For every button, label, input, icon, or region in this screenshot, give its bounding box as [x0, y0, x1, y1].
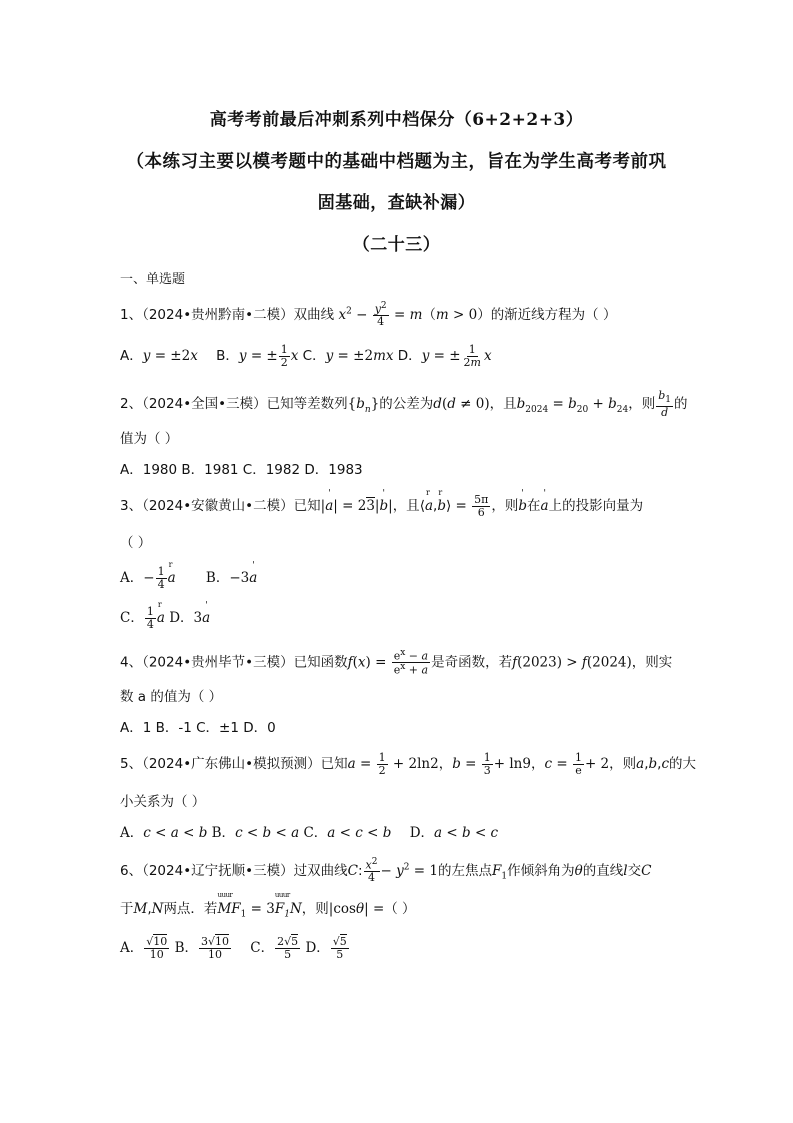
q1-option-b-label: B．: [216, 348, 239, 365]
q1-option-c-label: C．: [302, 348, 326, 365]
question-4: 4、（2024•贵州毕节•三模）已知函数f(x) = $\frac{e^x - a}{e^x + a}$ 是奇函数，若f(2023) > f(2024)，则实: [120, 648, 673, 677]
q4-tail: ，则实: [631, 654, 673, 671]
q6-mid2: 作倾斜角为: [507, 862, 575, 879]
question-4-options: A．1 B．-1 C．±1 D．0: [120, 720, 276, 736]
q2-tail2: 的: [674, 396, 688, 413]
question-2-line2: 值为（ ）: [120, 431, 179, 447]
question-2-options: A．1980 B．1981 C．1982 D．1983: [120, 462, 363, 478]
question-3-options-cd: C． $\frac{1}{4}$ r a D．3' a: [120, 606, 210, 630]
q1-text: （2024•贵州黔南•二模）双曲线: [142, 306, 335, 323]
q1-option-d-label: D．: [397, 348, 422, 365]
q3-tail2: 在: [527, 498, 541, 515]
q3-mid: ，且: [392, 498, 420, 515]
q6-line2a: 于: [120, 901, 134, 917]
q2-text: （2024•全国•三模）已知等差数列: [142, 396, 348, 413]
q5-number: 5、: [120, 756, 143, 773]
q1-number: 1、: [120, 306, 143, 323]
section-heading: 一、单选题: [120, 272, 186, 287]
question-2: 2、（2024•全国•三模）已知等差数列$\{b_n\}$的公差为d(d ≠ 0)，且$b_{2024} = b_{20} + b_{24}$，则 $\frac{b_1}{d}$ 的: [120, 389, 688, 419]
q6-mid4: 交: [627, 862, 642, 879]
question-1: 1、（2024•贵州黔南•二模）双曲线 $x^2$ − $\frac{y^2}{4}$ = m（m > 0）的渐近线方程为（ ）: [120, 301, 617, 329]
q3-number: 3、: [120, 498, 143, 515]
q4-mid: 是奇函数，若: [431, 654, 513, 671]
question-5-options: A．c < a < b B．c < b < a C．a < c < b D．a < b < c: [120, 825, 499, 841]
q4-number: 4、: [120, 654, 143, 671]
question-4-line2: 数 a 的值为（ ）: [120, 689, 223, 705]
q5-tail2: 的大: [669, 756, 697, 773]
q4-text: （2024•贵州毕节•三模）已知函数: [142, 654, 348, 671]
q6-text: （2024•辽宁抚顺•三模）过双曲线: [142, 862, 348, 879]
doc-title: 高考考前最后冲刺系列中档保分（6+2+2+3）: [209, 110, 584, 130]
question-6-options: A． $\frac{√10}{10}$ B． $\frac{3√10}{10}$ C． $\frac{2√5}{5}$ D． $\frac{√5}{5}$: [120, 935, 347, 961]
q2-mid2: ，且: [489, 396, 517, 413]
q2-tail: ，则: [628, 396, 656, 413]
q2-mid: 的公差为: [379, 396, 434, 413]
q5-text: （2024•广东佛山•模拟预测）已知: [142, 756, 348, 773]
doc-subtitle-line1: （本练习主要以模考题中的基础中档题为主，旨在为学生高考考前巩: [126, 152, 667, 172]
q3-text: （2024•安徽黄山•二模）已知: [142, 498, 321, 515]
q6-number: 6、: [120, 862, 143, 879]
q3-tail: ，则: [491, 498, 519, 515]
q6-line2c: ，则: [301, 901, 329, 917]
q5-tail: ，则: [609, 756, 637, 773]
q6-mid3: 的直线: [582, 862, 624, 879]
question-3-line2: （ ）: [120, 535, 152, 551]
question-1-options: A．y = ±2x B．y = ± $\frac{1}{2}$ x C．y = ±2mx D．y = ± $\frac{1}{2m}$ x: [120, 343, 492, 369]
question-6: 6、（2024•辽宁抚顺•三模）过双曲线C: $\frac{x^2}{4}$ − $y^2 = 1$的左焦点$F_1$作倾斜角为θ的直线l交C: [120, 857, 652, 885]
doc-subtitle-line2: 固基础，查缺补漏）: [317, 193, 476, 213]
question-6-line2: 于M,N两点．若uuur $MF_1$ = 3uuur $F_1N$，则|cosθ| =（ ）: [120, 897, 416, 920]
question-3-options-ab: A．− $\frac{1}{4}$ r a B．−3' a: [120, 566, 257, 590]
q6-line2d: （ ）: [384, 901, 416, 917]
q6-line2b: 两点．若: [163, 901, 218, 917]
q1-tail: 的渐近线方程为（ ）: [490, 306, 617, 323]
question-5: 5、（2024•广东佛山•模拟预测）已知a = $\frac{1}{2}$ + 2ln2，b = $\frac{1}{3}$ + ln9，c = $\frac{1}{e}$ + 2，则a,b,c的大: [120, 751, 697, 777]
q1-option-a-label: A．: [120, 348, 143, 365]
q2-number: 2、: [120, 396, 143, 413]
question-5-line2: 小关系为（ ）: [120, 794, 206, 810]
doc-part-number: （二十三）: [352, 235, 441, 255]
question-3: 3、（2024•安徽黄山•二模）已知|' a| = 23|' b|，且⟨r a,r b⟩ = $\frac{5\pi}{6}$ ，则' b在' a上的投影向量为: [120, 494, 643, 518]
q6-mid: 的左焦点: [437, 862, 492, 879]
q3-tail3: 上的投影向量为: [548, 498, 644, 515]
